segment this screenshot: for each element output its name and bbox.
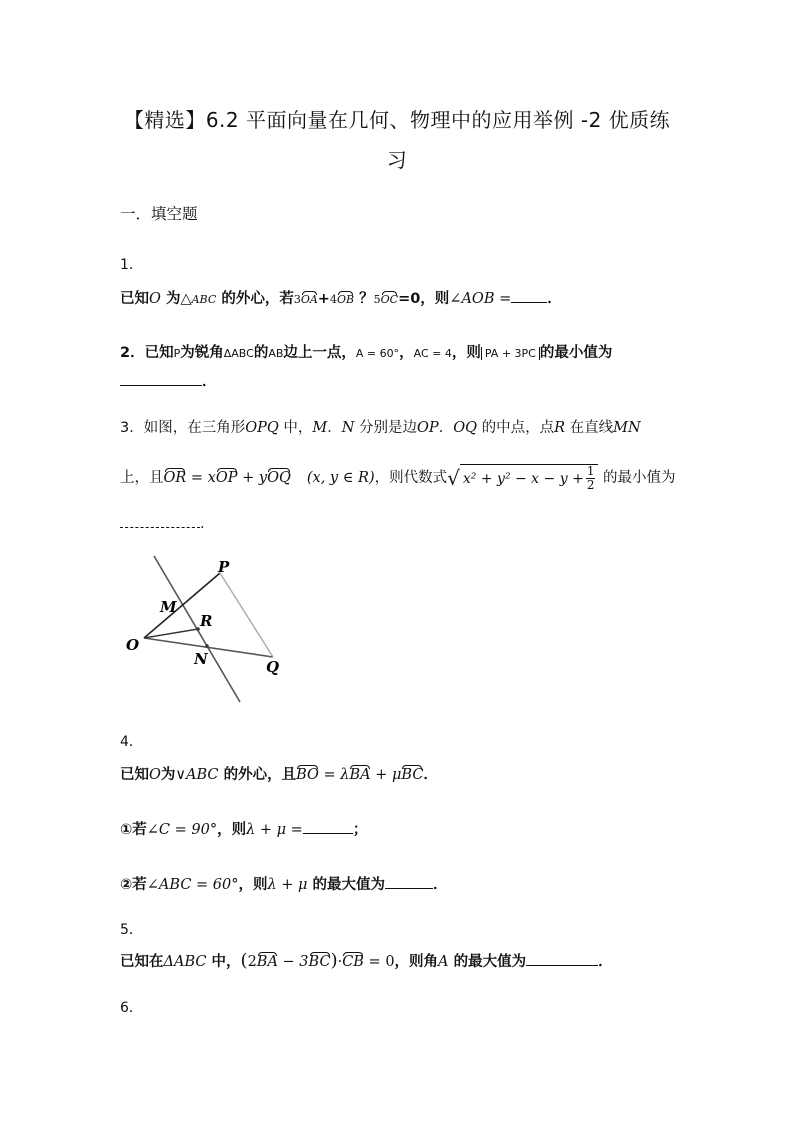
answer-blank <box>303 819 353 834</box>
question-1-text: 已知O 为△ABC 的外心，若3OA+4OB ？5OC=0，则∠AOB = ． <box>120 287 562 308</box>
label-o: O <box>126 636 140 654</box>
question-4-text: 已知O为∨ABC 的外心，且BO = λBA + μBC． <box>120 767 438 783</box>
answer-blank <box>120 371 202 386</box>
label-r: R <box>200 612 213 630</box>
question-5-text: 已知在ΔABC 中，(2BA − 3BC)·CB = 0，则角A 的最大值为 ． <box>120 950 613 971</box>
label-q: Q <box>266 658 280 676</box>
question-1-number: 1． <box>120 257 143 273</box>
label-p: P <box>218 558 230 576</box>
question-3-text-line-1: 3．如图，在三角形OPQ 中，M．N 分别是边OP．OQ 的中点，点R 在直线MN <box>120 420 641 436</box>
segment-pq <box>220 573 273 657</box>
section-heading: 一．填空题 <box>120 205 198 223</box>
title-line-2: 习 <box>386 148 408 172</box>
answer-blank <box>120 513 200 528</box>
answer-blank <box>385 874 433 889</box>
triangle-opq-figure <box>120 550 300 710</box>
label-m: M <box>160 598 177 616</box>
page-title <box>120 100 674 180</box>
geometry-diagram <box>120 550 300 710</box>
question-4-number: 4． <box>120 734 143 750</box>
question-2-text: 2．已知P为锐角ΔABC的AB边上一点，A = 60°，AC = 4，则 PA + 3PC 的最小值为 <box>120 345 613 361</box>
answer-blank <box>511 288 547 303</box>
question-6-number: 6． <box>120 1000 143 1016</box>
segment-oq <box>144 638 273 657</box>
answer-blank <box>526 951 598 966</box>
title-line-1: 【精选】6.2 平面向量在几何、物理中的应用举例 -2 优质练 <box>123 108 671 132</box>
label-n: N <box>194 650 208 668</box>
sqrt-expression: √ x² + y² − x − y + $\frac{1}{2}$ <box>447 464 598 492</box>
question-4-part-2: ②若∠ABC = 60°，则λ + μ 的最大值为 ． <box>120 873 448 894</box>
question-2-answer-line: ． <box>120 370 217 391</box>
question-5-number: 5． <box>120 922 143 938</box>
question-4-part-1: ①若∠C = 90°，则λ + μ = ； <box>120 818 367 839</box>
question-3-text-line-2: 上，且OR = xOP + yOQ (x, y ∈ R)，则代数式 √ x² + y² − x − y + $\frac{1}{2}$ 的最小值为 <box>120 464 676 492</box>
question-3-answer-line: ． <box>120 512 215 533</box>
